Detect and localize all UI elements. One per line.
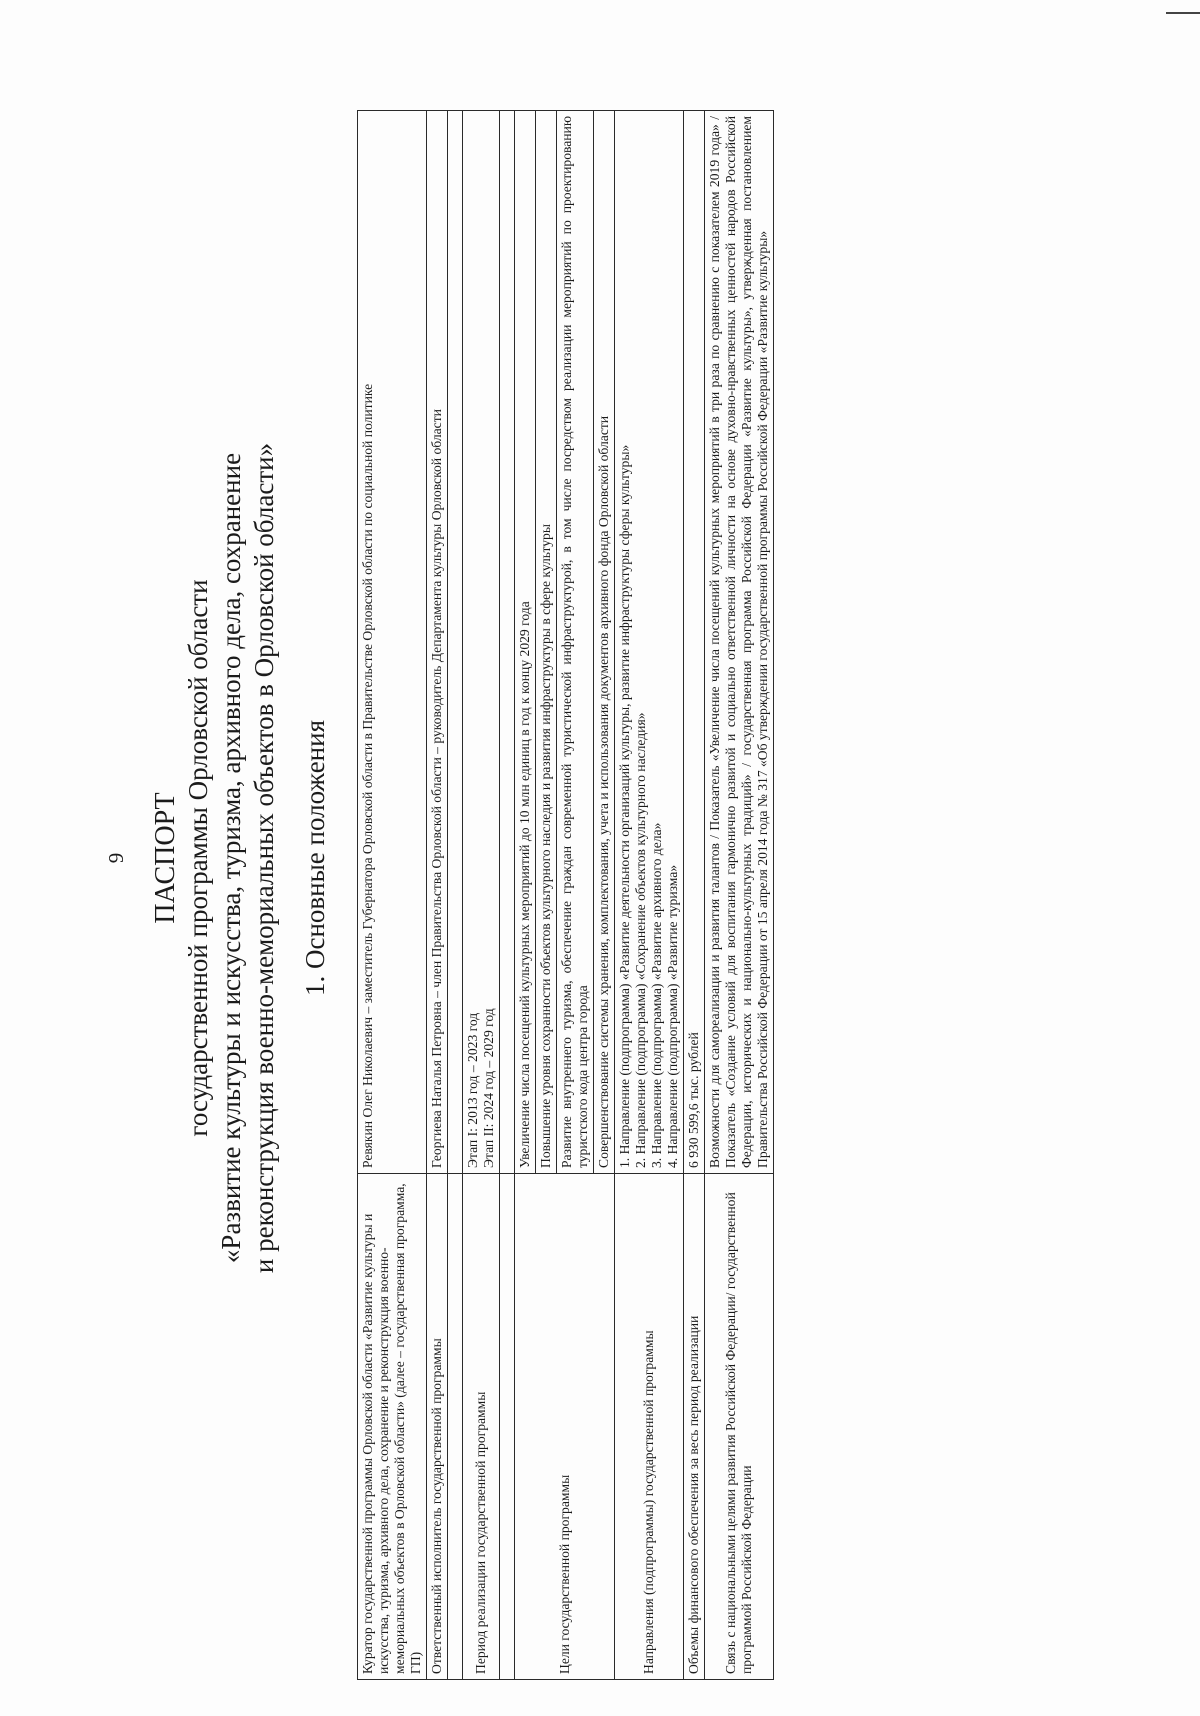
table-row <box>463 111 500 1680</box>
table-spacer-row <box>448 111 463 1680</box>
period-label: Период реализации государственной программы <box>463 1174 500 1680</box>
direction-item: 3. Направление (подпрограмма) «Развитие архивного дела» <box>649 822 664 1168</box>
program-name-line-1: «Развитие культуры и искусства, туризма, архивного дела, сохранение <box>216 452 246 1264</box>
table-row <box>705 111 774 1680</box>
spacer-cell <box>500 1174 515 1680</box>
spacer-cell <box>448 111 463 1174</box>
direction-item: 1. Направление (подпрограмма) «Развитие деятельности организаций культуры, развитие инфраструктуры сферы культуры» <box>617 444 632 1168</box>
spacer-cell <box>500 111 515 1174</box>
national-goals-value: Возможности для самореализации и развития талантов / Показатель «Увеличение числа посещений культурных мероприятий в три раза по сравнению с показателем 2019 года» / Показатель «Создание условий для воспитания гармонично развитой и социально ответственной личности на основе духовно-нравственных ценностей народов Российской Федерации, исторических и национально-культурных традиций» / государственная программа Российской Федерации «Развитие культуры», утвержденная постановлением Правительства Российской Федерации от 15 апреля 2014 года № 317 «Об утверждении государственной программы Российской Федерации «Развитие культуры» <box>705 111 774 1174</box>
period-value <box>463 111 500 1174</box>
goal-item: Развитие внутреннего туризма, обеспечение граждан современной туристической инфраструктурой, в том числе посредством реализации мероприятий по проектированию туристского кода центра города <box>557 111 594 1174</box>
financing-label: Объемы финансового обеспечения за весь период реализации <box>684 1174 705 1680</box>
goal-item: Повышение уровня сохранности объектов культурного наследия и развития инфраструктуры в сфере культуры <box>536 111 557 1174</box>
goal-item: Совершенствование системы хранения, комплектования, учета и использования документов архивного фонда Орловской области <box>594 111 615 1174</box>
table-row <box>615 111 684 1680</box>
program-name-line-2: и реконструкция военно-мемориальных объектов в Орловской области» <box>249 442 279 1274</box>
table-row <box>515 111 536 1680</box>
executor-value: Георгиева Наталья Петровна – член Правительства Орловской области – руководитель Департамента культуры Орловской области <box>427 111 448 1174</box>
table-row <box>427 111 448 1680</box>
directions-label: Направления (подпрограммы) государственной программы <box>615 1174 684 1680</box>
goals-label: Цели государственной программы <box>515 1174 615 1680</box>
direction-item: 4. Направление (подпрограмма) «Развитие туризма» <box>665 864 680 1168</box>
national-goals-label: Связь с национальными целями развития Российской Федерации/ государственной программой Российской Федерации <box>705 1174 774 1680</box>
directions-value <box>615 111 684 1174</box>
goal-item: Увеличение числа посещений культурных мероприятий до 10 млн единиц в год к концу 2029 года <box>515 111 536 1174</box>
section-title: 1. Основные положения <box>300 720 330 996</box>
document-title: ПАСПОРТ <box>150 792 181 924</box>
table-spacer-row <box>500 111 515 1680</box>
table-row <box>684 111 705 1680</box>
period-stage-1: Этап I: 2013 год – 2023 год <box>465 1012 480 1168</box>
passport-table <box>357 110 774 1680</box>
period-stage-2: Этап II: 2024 год – 2029 год <box>481 1008 496 1168</box>
curator-value: Ревякин Олег Николаевич – заместитель Губернатора Орловской области в Правительстве Орловской области по социальной политике <box>358 111 427 1174</box>
financing-value: 6 930 599,6 тыс. рублей <box>684 111 705 1174</box>
document-subtitle-line: государственной программы Орловской области <box>183 579 213 1137</box>
curator-label: Куратор государственной программы Орловской области «Развитие культуры и искусства, туризма, архивного дела, сохранение и реконструкция военно-мемориальных объектов в Орловской области» (далее – государственная программа, ГП) <box>358 1174 427 1680</box>
table-row <box>358 111 427 1680</box>
page-number: 9 <box>104 852 128 864</box>
spacer-cell <box>448 1174 463 1680</box>
executor-label: Ответственный исполнитель государственной программы <box>427 1174 448 1680</box>
direction-item: 2. Направление (подпрограмма) «Сохранение объектов культурного наследия» <box>633 712 648 1168</box>
